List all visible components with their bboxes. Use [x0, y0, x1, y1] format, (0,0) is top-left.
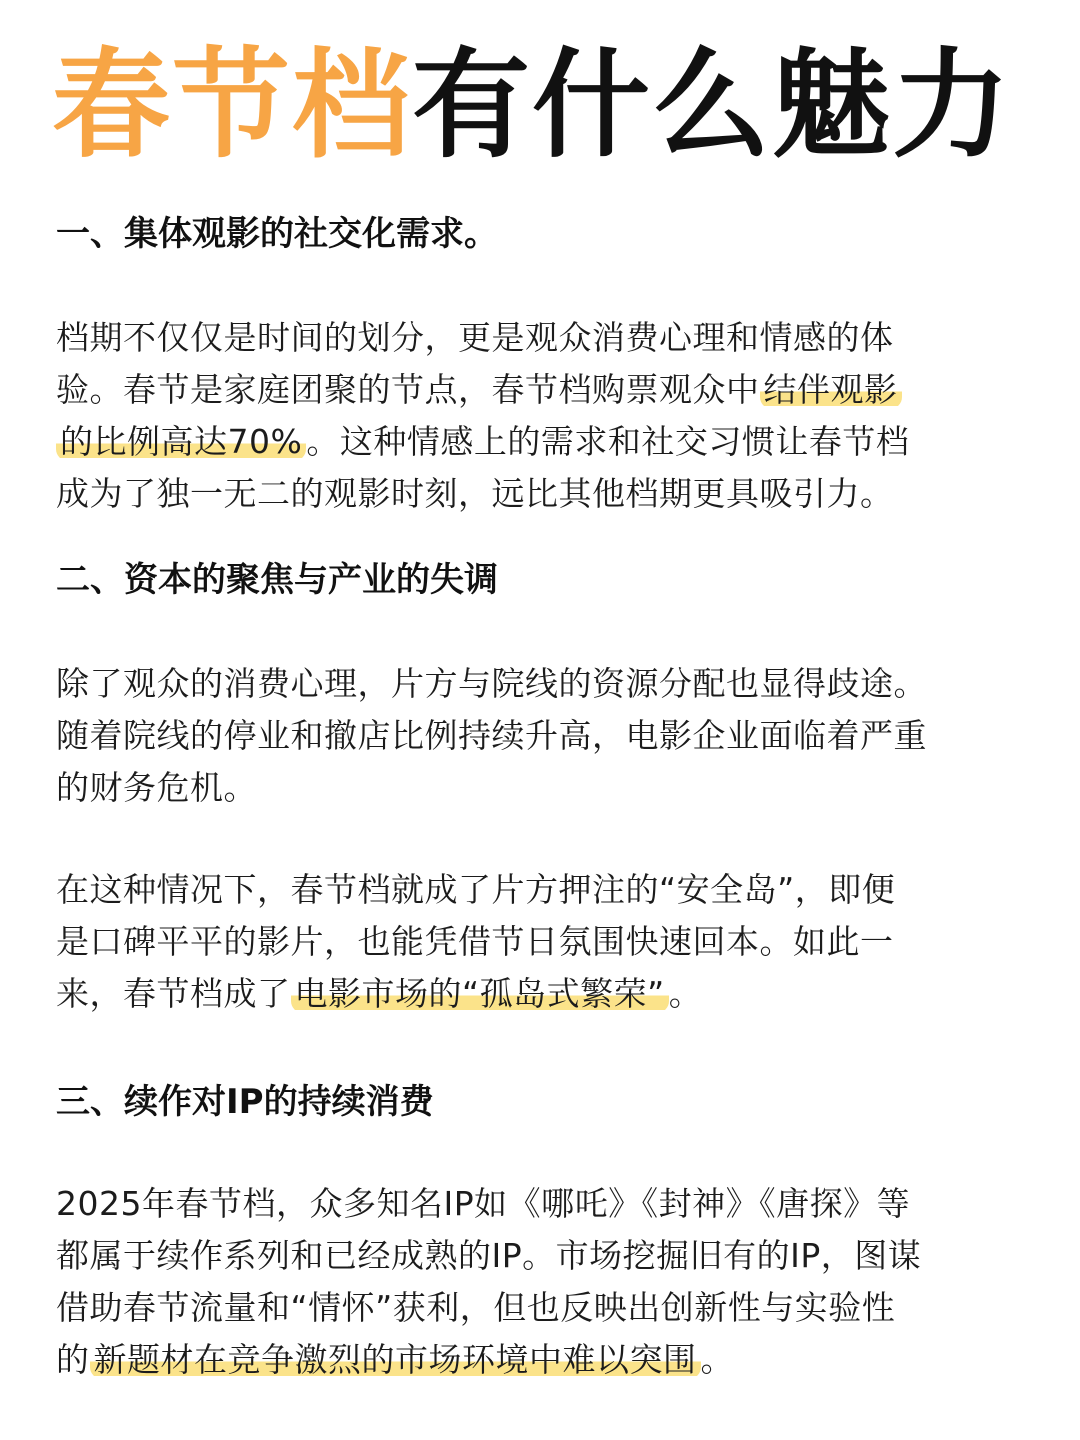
- section-3-heading: 三、续作对IP的持续消费: [56, 1082, 434, 1122]
- highlight-mark: 的比例高达70%: [56, 422, 306, 461]
- text-line: 验。春节是家庭团聚的节点，春节档购票观众中 结伴观影: [56, 364, 1016, 416]
- text-line: 是口碑平平的影片，也能凭借节日氛围快速回本。如此一: [56, 922, 894, 961]
- text-line: 的财务危机。: [56, 768, 257, 807]
- text-line: 来，春节档成了 电影市场的“孤岛式繁荣” 。: [56, 974, 703, 1013]
- section-2-heading: 二、资本的聚焦与产业的失调: [56, 560, 498, 600]
- section-2-paragraph-1: [56, 658, 1016, 814]
- text-line: 在这种情况下，春节档就成了片方押注的“安全岛”，即便: [56, 870, 896, 909]
- page-title: [52, 30, 1012, 180]
- section-1-paragraph-1: [56, 312, 1016, 520]
- text-line: 借助春节流量和“情怀”获利，但也反映出创新性与实验性: [56, 1288, 896, 1327]
- section-1-heading: 一、集体观影的社交化需求。: [56, 214, 498, 254]
- text-line: 档期不仅仅是时间的划分，更是观众消费心理和情感的体: [56, 318, 894, 357]
- text-line: 随着院线的停业和撤店比例持续升高，电影企业面临着严重: [56, 716, 927, 755]
- highlight-mark: 新题材在竞争激烈的市场环境中难以突围: [90, 1340, 701, 1379]
- text-line: 的 新题材在竞争激烈的市场环境中难以突围 。: [56, 1340, 734, 1379]
- text-line: 2025年春节档，众多知名IP如《哪吒》《封神》《唐探》等: [56, 1184, 911, 1223]
- highlight-mark: 电影市场的“孤岛式繁荣”: [291, 974, 669, 1013]
- text-line: 除了观众的消费心理，片方与院线的资源分配也显得歧途。: [56, 664, 927, 703]
- text-line: 都属于续作系列和已经成熟的IP。市场挖掘旧有的IP，图谋: [56, 1236, 922, 1275]
- text-line: 成为了独一无二的观影时刻，远比其他档期更具吸引力。: [56, 474, 894, 513]
- highlight-mark: 结伴观影: [760, 370, 902, 409]
- section-3-paragraph-1: [56, 1178, 1016, 1386]
- section-2-paragraph-2: [56, 864, 1016, 1020]
- title-accent: 春节档: [52, 36, 413, 174]
- text-line: 的比例高达70% 。这种情感上的需求和社交习惯让春节档: [56, 416, 1016, 468]
- title-rest: 有什么魅力: [412, 36, 1013, 174]
